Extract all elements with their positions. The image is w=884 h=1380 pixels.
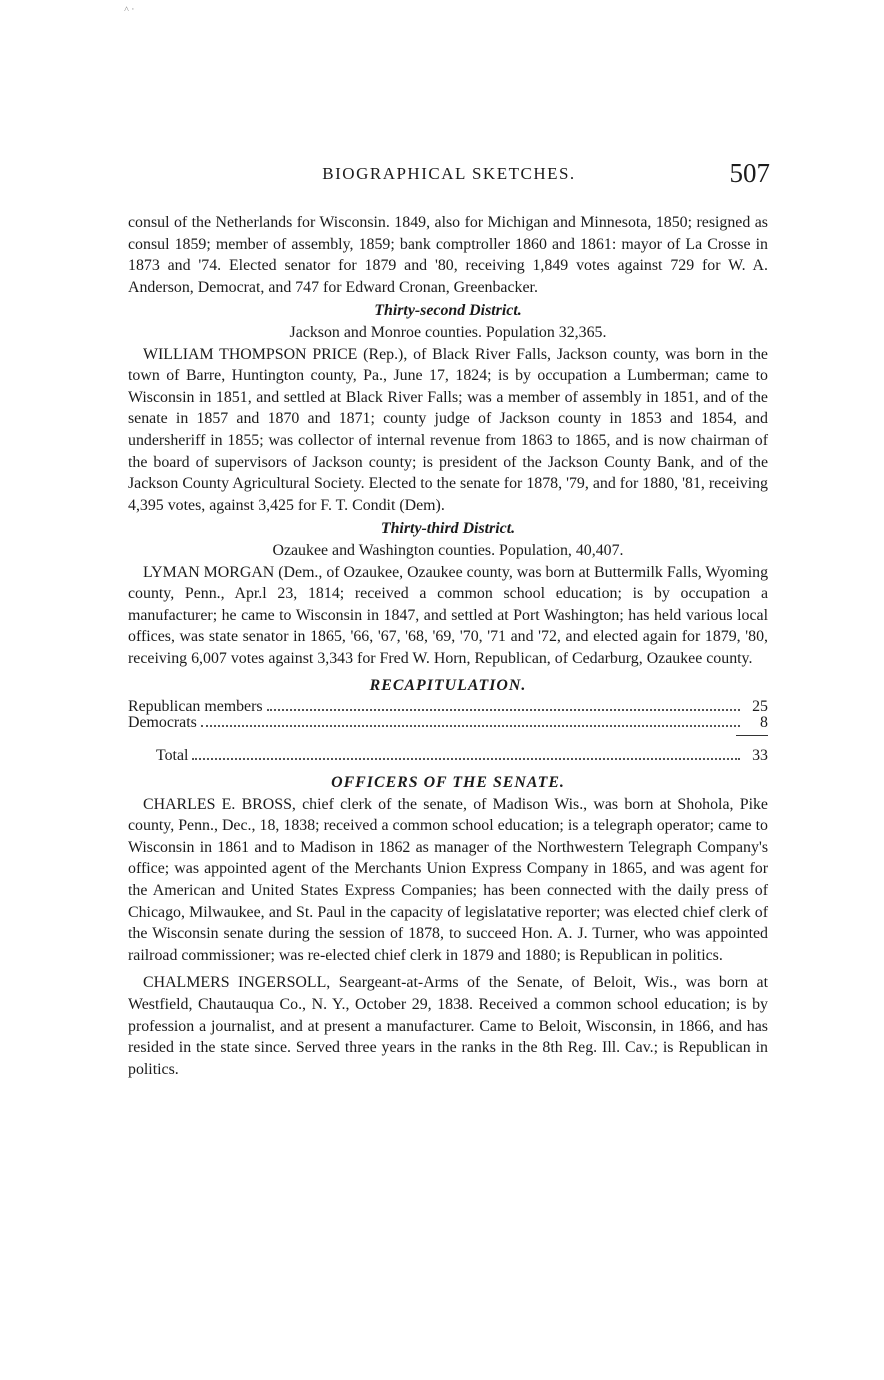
district-heading-32: Thirty-second District. (374, 302, 522, 320)
recap-row-democrats (128, 715, 768, 731)
running-title: BIOGRAPHICAL SKETCHES. (322, 164, 576, 183)
total-label: Total (156, 747, 189, 765)
leader-dots (192, 758, 740, 760)
continued-biography: consul of the Netherlands for Wisconsin. 1849, also for Michigan and Minnesota, 1850; resigned as consul 1859; member of assembly, 1859; bank comptroller 1860 and 1861: mayor of La Crosse in 1873 and '74. Elected senator for 1879 and '80, receiving 1,849 votes against 729 for W. A. Anderson, Democrat, and 747 for Edward Cronan, Greenbacker. (128, 214, 768, 296)
officers-heading: OFFICERS OF THE SENATE. (331, 774, 565, 792)
biography-bross: CHARLES E. BROSS, chief clerk of the senate, of Madison Wis., was born at Shohola, Pike county, Penn., Dec., 18, 1838; received a common school education; is a telegraph operator; came to Wisconsin in 1861 and to Madison in 1862 as manager of the Northwestern Telegraph Company's office; was appointed agent of the Merchants Union Express Company in 1865, and was agent for the American and United States Express Companies; has been connected with the daily press of Chicago, Milwaukee, and St. Paul in the capacity of legislatative reporter; was elected chief clerk of the Wisconsin senate during the session of 1878, to succeed Hon. A. J. Turner, who was appointed railroad commissioner; was re-elected chief clerk in 1879 and 1880; is Republican in politics. (128, 795, 768, 964)
district-heading-33: Thirty-third District. (380, 520, 516, 538)
recap-row-republicans (128, 699, 768, 715)
total-value: 33 (752, 747, 768, 765)
page-body (128, 212, 768, 1080)
recap-label: Democrats (128, 714, 197, 732)
page-header (128, 160, 770, 190)
district-counties-32: Jackson and Monroe counties. Population 32,365. (289, 323, 607, 341)
recap-row-total (128, 746, 768, 766)
leader-dots (201, 725, 740, 727)
page-number: 507 (729, 158, 770, 188)
biography-price: WILLIAM THOMPSON PRICE (Rep.), of Black River Falls, Jackson county, was born in the town of Barre, Huntington county, Pa., June 17, 1824; is by occupation a Lumberman; came to Wisconsin in 1851, and settled at Black River Falls; was a member of assembly in 1851, and of the senate in 1857 and 1870 and 1871; county judge of Jackson county in 1853 and 1854, and undersheriff in 1855; was collector of internal revenue from 1863 to 1865, and is now chairman of the board of supervisors of Jackson county; is president of the Jackson County Bank, and of the Jackson County Agricultural Society. Elected to the senate for 1878, '79, and for 1880, '81, receiving 4,395 votes, against 3,425 for F. T. Condit (Dem). (128, 345, 768, 514)
recapitulation-heading: RECAPITULATION. (369, 677, 527, 695)
district-counties-33: Ozaukee and Washington counties. Population, 40,407. (272, 541, 624, 559)
corner-mark: ˄ · (124, 4, 135, 14)
sum-rule (736, 735, 768, 736)
recap-value: 8 (760, 714, 768, 732)
biography-ingersoll: CHALMERS INGERSOLL, Seargeant-at-Arms of the Senate, of Beloit, Wis., was born at Westfield, Chautauqua Co., N. Y., October 29, 1838. Received a common school education; is by profession a journalist, and at present a manufacturer. Came to Beloit, Wisconsin, in 1866, and has resided in the state since. Served three years in the ranks in the 8th Reg. Ill. Cav.; is Republican in politics. (128, 974, 768, 1078)
recap-value: 25 (752, 698, 768, 716)
recapitulation-table (128, 699, 768, 766)
recap-label: Republican members (128, 698, 263, 716)
biography-morgan: LYMAN MORGAN (Dem., of Ozaukee, Ozaukee county, was born at Buttermilk Falls, Wyoming county, Penn., Apr.l 23, 1814; received a common school education; is by occupation a manufacturer; he came to Wisconsin in 1847, and settled at Port Washington; has held various local offices, was state senator in 1865, '66, '67, '68, '69, '70, '71 and '72, and elected again for 1879, '80, receiving 6,007 votes against 3,343 for Fred W. Horn, Republican, of Cedarburg, Ozaukee county. (128, 563, 769, 667)
leader-dots (267, 709, 740, 711)
